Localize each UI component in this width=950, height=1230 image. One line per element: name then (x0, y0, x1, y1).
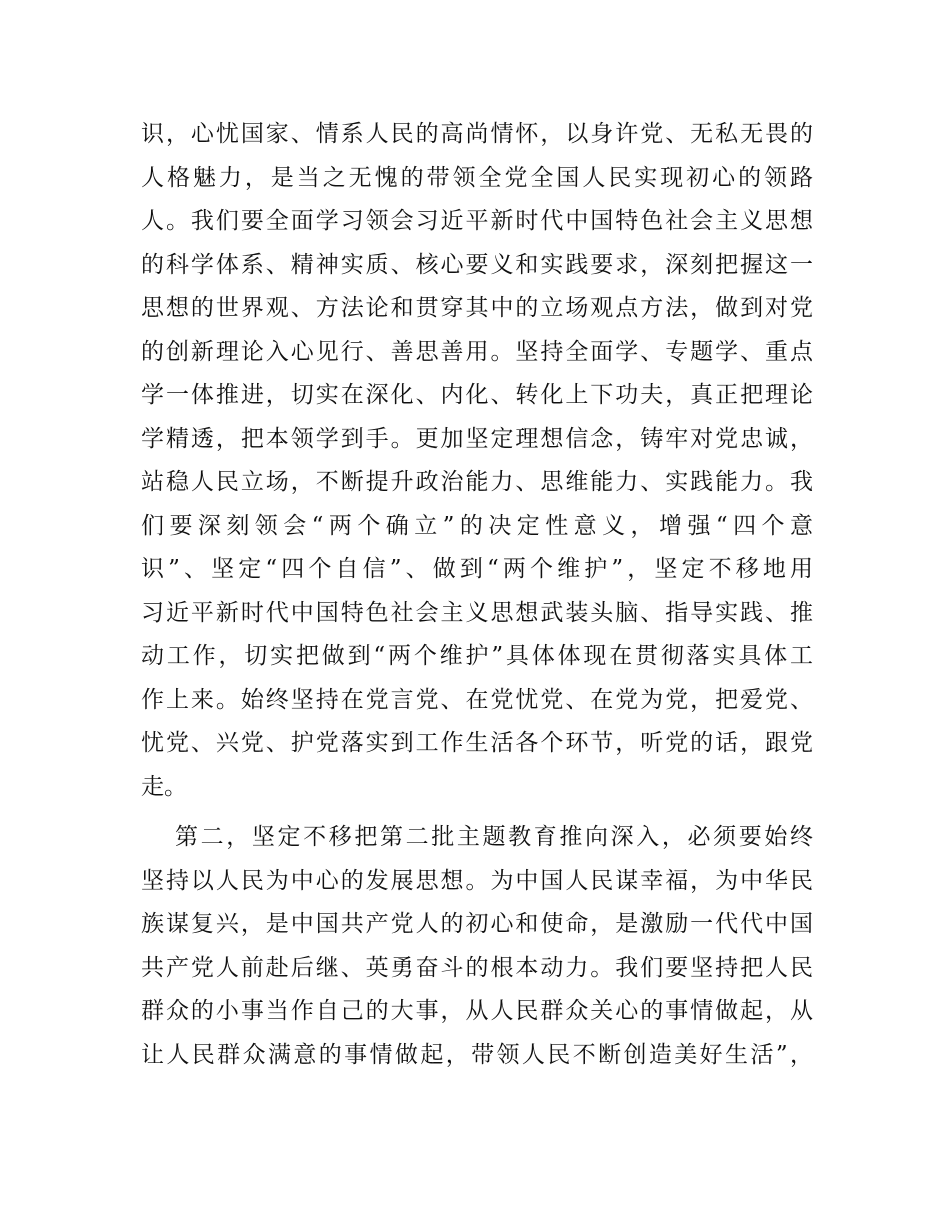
text-line: 们要深刻领会“两个确立”的决定性意义，增强“四个意 (141, 512, 813, 539)
text-line: 群众的小事当作自己的大事，从人民群众关心的事情做起，从 (141, 998, 813, 1024)
text-line: 人格魅力，是当之无愧的带领全党全国人民实现初心的领路 (141, 164, 813, 191)
text-line: 站稳人民立场，不断提升政治能力、思维能力、实践能力。我 (141, 469, 813, 495)
text-line: 坚持以人民为中心的发展思想。为中国人民谋幸福，为中华民 (141, 867, 813, 894)
text-line: 忧党、兴党、护党落实到工作生活各个环节，听党的话，跟党 (141, 730, 813, 756)
text-line: 学精透，把本领学到手。更加坚定理想信念，铸牢对党忠诚， (141, 425, 813, 452)
text-line: 共产党人前赴后继、英勇奋斗的根本动力。我们要坚持把人民 (141, 954, 813, 981)
text-line: 的科学体系、精神实质、核心要义和实践要求，深刻把握这一 (141, 251, 813, 278)
paragraph-2 (141, 816, 813, 1077)
text-line: 作上来。始终坚持在党言党、在党忧党、在党为党，把爱党、 (141, 686, 813, 713)
text-line: 第二，坚定不移把第二批主题教育推向深入，必须要始终 (175, 824, 813, 850)
text-line: 学一体推进，切实在深化、内化、转化上下功夫，真正把理论 (141, 382, 813, 408)
text-line: 的创新理论入心见行、善思善用。坚持全面学、专题学、重点 (141, 338, 813, 365)
text-line: 思想的世界观、方法论和贯穿其中的立场观点方法，做到对党 (141, 295, 813, 321)
text-line: 识”、坚定“四个自信”、做到“两个维护”，坚定不移地用 (141, 556, 813, 582)
paragraph-spacer (141, 809, 813, 816)
text-line: 动工作，切实把做到“两个维护”具体体现在贯彻落实具体工 (141, 643, 813, 669)
document-body (141, 113, 813, 1077)
text-line: 走。 (141, 773, 187, 800)
text-line: 族谋复兴，是中国共产党人的初心和使命，是激励一代代中国 (141, 911, 813, 937)
paragraph-1 (141, 113, 813, 809)
text-line: 识，心忧国家、情系人民的高尚情怀，以身许党、无私无畏的 (141, 121, 813, 147)
text-line: 让人民群众满意的事情做起，带领人民不断创造美好生活”， (141, 1041, 813, 1068)
text-line: 习近平新时代中国特色社会主义思想武装头脑、指导实践、推 (141, 599, 813, 626)
text-line: 人。我们要全面学习领会习近平新时代中国特色社会主义思想 (141, 208, 813, 234)
